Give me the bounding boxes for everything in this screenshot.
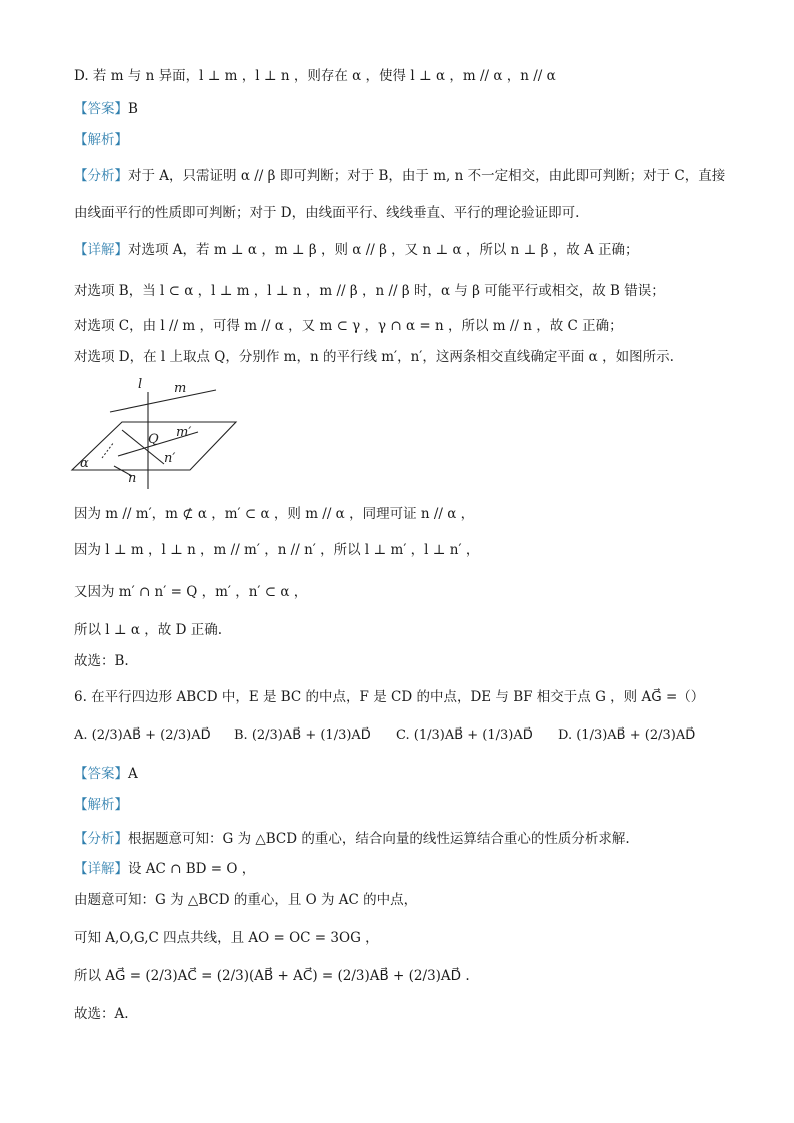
label-alpha: α (80, 456, 89, 471)
option-d-text: D. 若 m 与 n 异面，l ⊥ m ，l ⊥ n ，则存在 α ，使得 l ⊥ α ，m // α ，n // α (74, 68, 556, 84)
detail-line-1 (74, 240, 754, 260)
detail-line-6: 因为 l ⊥ m ，l ⊥ n ，m // m′ ，n // n′ ，所以 l ⊥ m′ ，l ⊥ n′ ， (74, 542, 480, 558)
detail-line-6-2: 由题意可知：G 为 △BCD 的重心，且 O 为 AC 的中点， (74, 892, 418, 908)
answer-value-6: A (128, 766, 138, 782)
detail-line-6-4: 所以 AG⃗ = (2/3)AC⃗ = (2/3)(AB⃗ + AC⃗) = (2/3)AB⃗ + (2/3)AD⃗ . (74, 968, 470, 984)
detail-line-3: 对选项 C，由 l // m ，可得 m // α ，又 m ⊂ γ ，γ ∩ α = n ，所以 m // n ，故 C 正确； (74, 318, 623, 334)
label-m-prime: m′ (176, 425, 192, 440)
label-l: l (138, 377, 143, 392)
explanation-heading-6: 【解析】 (74, 797, 128, 813)
geometry-figure (66, 372, 246, 494)
answer-tag-6: 【答案】 (74, 766, 128, 782)
detail-text-1: 对选项 A，若 m ⊥ α ，m ⊥ β ，则 α // β ，又 n ⊥ α ，所以 n ⊥ β ，故 A 正确； (128, 242, 639, 258)
analysis-text-6: 根据题意可知：G 为 △BCD 的重心，结合向量的线性运算结合重心的性质分析求解. (128, 831, 630, 847)
detail-line-4: 对选项 D，在 l 上取点 Q，分别作 m，n 的平行线 m′，n′，这两条相交直线确定平面 α ，如图所示. (74, 349, 674, 365)
analysis-line-2: 由线面平行的性质即可判断；对于 D，由线面平行、线线垂直、平行的理论验证即可. (74, 205, 580, 221)
detail-line-8: 所以 l ⊥ α ，故 D 正确. (74, 622, 222, 638)
detail-line-2: 对选项 B，当 l ⊂ α ，l ⊥ m ，l ⊥ n ，m // β ，n // β 时，α 与 β 可能平行或相交，故 B 错误； (74, 283, 665, 299)
detail-line-7: 又因为 m′ ∩ n′ = Q ，m′ ，n′ ⊂ α ， (74, 584, 308, 600)
label-n-prime: n′ (164, 451, 176, 466)
detail-line-6-3: 可知 A,O,G,C 四点共线，且 AO = OC = 3OG ， (74, 930, 379, 946)
detail-tag: 【详解】 (74, 242, 128, 258)
conclusion-5: 故选：B. (74, 653, 129, 669)
label-m: m (174, 381, 187, 396)
question-6: 6. 在平行四边形 ABCD 中，E 是 BC 的中点，F 是 CD 的中点，DE 与 BF 相交于点 G ，则 AG⃗ =（） (74, 689, 705, 705)
label-n: n (128, 471, 137, 486)
analysis-tag-6: 【分析】 (74, 831, 128, 847)
line-m (110, 390, 216, 412)
option-b: B. (2/3)AB⃗ + (1/3)AD⃗ (234, 728, 371, 743)
detail-text-6-1: 设 AC ∩ BD = O ， (128, 861, 256, 877)
explanation-heading: 【解析】 (74, 132, 128, 148)
answer-line-6 (74, 764, 754, 784)
answer-value: B (128, 101, 138, 117)
analysis-text-1: 对于 A，只需证明 α // β 即可判断；对于 B，由于 m, n 不一定相交，由此即可判断；对于 C，直接 (128, 168, 726, 184)
analysis-line-1 (74, 166, 754, 186)
conclusion-6: 故选：A. (74, 1006, 129, 1022)
option-d: D. (1/3)AB⃗ + (2/3)AD⃗ (558, 728, 696, 743)
detail-line-5: 因为 m // m′，m ⊄ α ，m′ ⊂ α ，则 m // α ，同理可证 n // α ， (74, 506, 475, 522)
answer-tag: 【答案】 (74, 101, 128, 117)
option-c: C. (1/3)AB⃗ + (1/3)AD⃗ (396, 728, 533, 743)
detail-line-6-1 (74, 859, 754, 879)
analysis-tag: 【分析】 (74, 168, 128, 184)
label-Q: Q (148, 432, 159, 447)
analysis-line-6 (74, 829, 754, 849)
option-a: A. (2/3)AB⃗ + (2/3)AD⃗ (74, 728, 211, 743)
line-n (102, 442, 114, 458)
answer-line (74, 99, 754, 119)
detail-tag-6: 【详解】 (74, 861, 128, 877)
